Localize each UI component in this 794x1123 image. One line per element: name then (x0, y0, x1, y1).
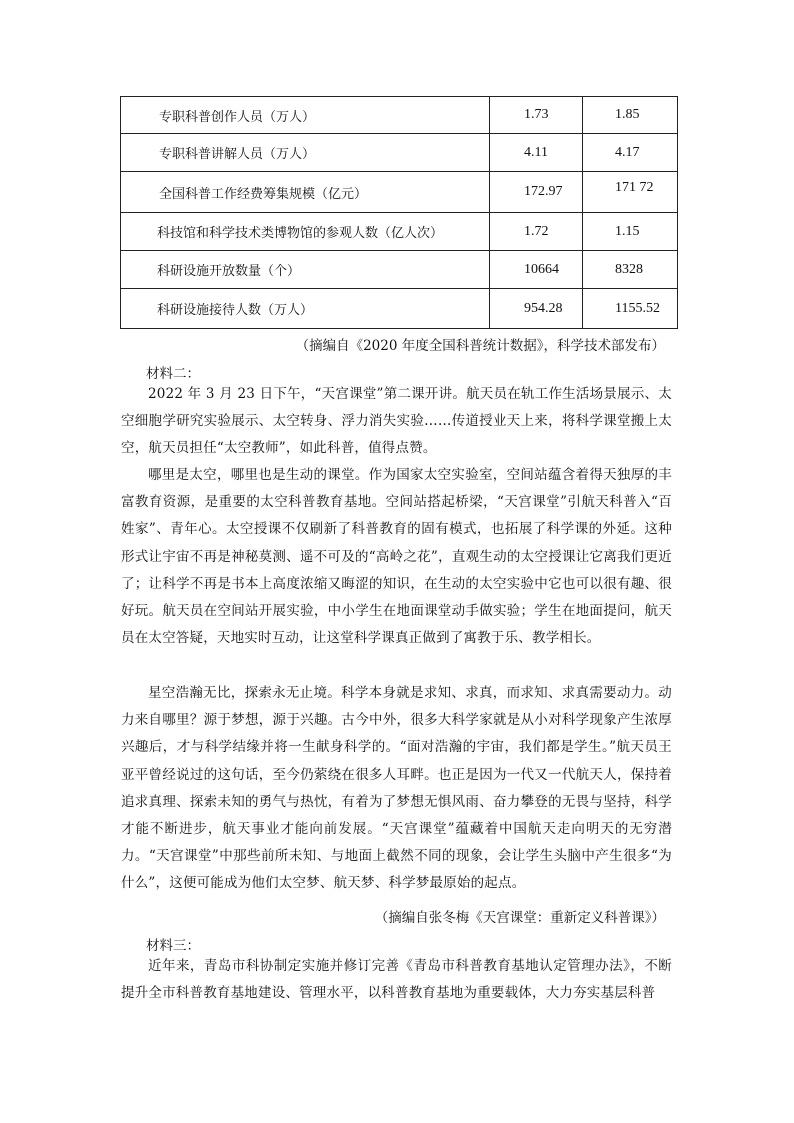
row-label: 科研设施接待人数（万人） (121, 289, 490, 329)
material3-heading: 材料三： (146, 938, 200, 954)
value-2019: 1155.52 (583, 289, 678, 329)
material2-paragraph-3: 星空浩瀚无比，探索永无止境。科学本身就是求知、求真，而求知、求真需要动力。动力来自哪里？源于梦想，源于兴趣。古今中外，很多大科学家就是从小对科学现象产生浓厚兴趣后，才与科学结缘并将一生献身科学的。“面对浩瀚的宇宙，我们都是学生。”航天员王亚平曾经说过的这句话，至今仍萦绕在很多人耳畔。也正是因为一代又一代航天人，保持着追求真理、探索未知的勇气与热忱，有着为了梦想无惧风雨、奋力攀登的无畏与坚持，科学才能不断进步，航天事业才能向前发展。“天宫课堂”蕴藏着中国航天走向明天的无穷潜力。“天宫课堂”中那些前所未知、与地面上截然不同的现象，会让学生头脑中产生很多“为什么”，这便可能成为他们太空梦、航天梦、科学梦最原始的起点。 (121, 685, 672, 892)
value-2019: 1.15 (583, 213, 678, 251)
table-row (121, 213, 678, 251)
table-row (121, 134, 678, 172)
value-2019: 8328 (583, 251, 678, 289)
row-label: 专职科普创作人员（万人） (121, 97, 490, 134)
row-label: 科研设施开放数量（个） (121, 251, 490, 289)
material3-paragraph-1: 近年来，青岛市科协制定实施并修订完善《青岛市科普教育基地认定管理办法》，不断提升全市科普教育基地建设、管理水平，以科普教育基地为重要载体，大力夯实基层科普 (121, 958, 672, 1002)
table-row (121, 251, 678, 289)
table-source-citation: （摘编自《2020 年度全国科普统计数据》，科学技术部发布） (295, 338, 665, 354)
value-2020: 954.28 (490, 289, 583, 329)
statistics-table (120, 96, 678, 329)
value-2020: 4.11 (490, 134, 583, 172)
material2-paragraph-1: 2022 年 3 月 23 日下午，“天宫课堂”第二课开讲。航天员在轨工作生活场景展示、太空细胞学研究实验展示、太空转身、浮力消失实验……传道授业天上来，将科学课堂搬上太空，航天员担任“太空教师”，如此科普，值得点赞。 (121, 386, 672, 457)
row-label: 全国科普工作经费筹集规模（亿元） (121, 172, 490, 213)
row-label: 科技馆和科学技术类博物馆的参观人数（亿人次） (121, 213, 490, 251)
table-row (121, 289, 678, 329)
value-2019: 4.17 (583, 134, 678, 172)
value-2020: 1.72 (490, 213, 583, 251)
value-2020: 1.73 (490, 97, 583, 134)
value-2020: 172.97 (490, 172, 583, 213)
row-label: 专职科普讲解人员（万人） (121, 134, 490, 172)
material2-paragraph-2: 哪里是太空，哪里也是生动的课堂。作为国家太空实验室，空间站蕴含着得天独厚的丰富教育资源，是重要的太空科普教育基地。空间站搭起桥梁，“天宫课堂”引航天科普入“百姓家”、青年心。太空授课不仅刷新了科普教育的固有模式，也拓展了科学课的外延。这种形式让宇宙不再是神秘莫测、遥不可及的“高岭之花”，直观生动的太空授课让它离我们更近了；让科学不再是书本上高度浓缩又晦涩的知识，在生动的太空实验中它也可以很有趣、很好玩。航天员在空间站开展实验，中小学生在地面课堂动手做实验；学生在地面提问，航天员在太空答疑，天地实时互动，让这堂科学课真正做到了寓教于乐、教学相长。 (121, 467, 672, 647)
value-2020: 10664 (490, 251, 583, 289)
value-2019: 1.85 (583, 97, 678, 134)
material2-heading: 材料二： (146, 366, 200, 382)
table-row (121, 172, 678, 213)
value-2019: 171 72 (583, 172, 678, 213)
material2-source-citation: （摘编自张冬梅《天宫课堂：重新定义科普课》） (374, 910, 665, 926)
table-row (121, 97, 678, 134)
